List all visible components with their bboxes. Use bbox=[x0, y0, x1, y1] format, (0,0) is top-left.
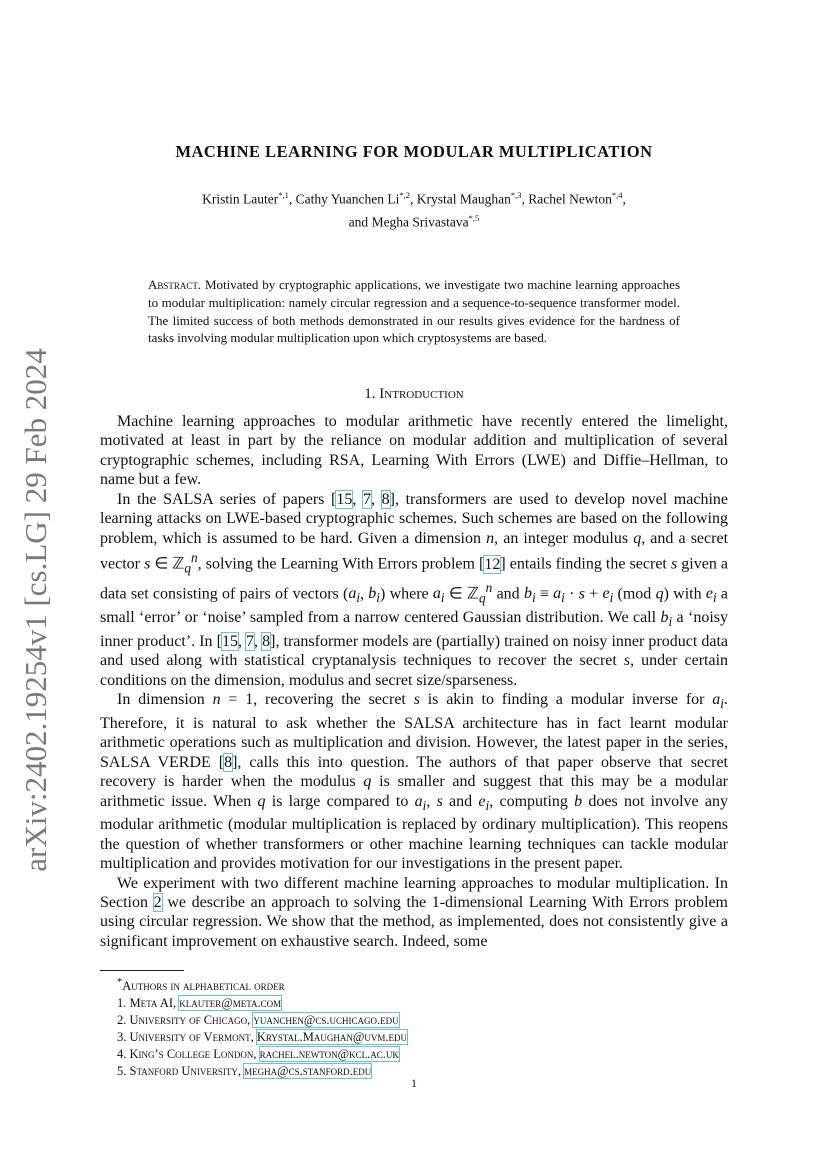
footnote-item bbox=[117, 1012, 728, 1029]
citation-link[interactable]: 15 bbox=[221, 632, 238, 650]
paragraph: Machine learning approaches to modular arithmetic have recently entered the limelight, motivated at least in part by the reliance on modular addition and multiplication of several cryptographic schemes, including RSA, Learning With Errors (LWE) and Diffie–Hellman, to name but a few. bbox=[100, 413, 728, 489]
footnote-number: 3. bbox=[117, 1030, 127, 1045]
author-name: Rachel Newton bbox=[528, 191, 612, 207]
email-link[interactable]: Krystal.Maughan@uvm.edu bbox=[256, 1030, 408, 1045]
author-mark: *,2 bbox=[399, 190, 410, 200]
author-name: Megha Srivastava bbox=[371, 214, 469, 229]
arxiv-id-text: arXiv:2402.19254v1 [cs.LG] 29 Feb 2024 bbox=[18, 348, 53, 872]
citation-link[interactable]: 15 bbox=[336, 490, 353, 508]
section-number: 1. bbox=[364, 386, 376, 402]
footnote-affiliation: University of Chicago, bbox=[129, 1013, 251, 1028]
email-link[interactable]: megha@cs.stanford.edu bbox=[244, 1064, 372, 1079]
section-link[interactable]: 2 bbox=[153, 894, 162, 912]
abstract-label: Abstract. bbox=[148, 277, 202, 292]
paragraph: In dimension n = 1, recovering the secret s is akin to finding a modular inverse for $a_i$. Therefore, it is natural to ask whether the SALSA architecture has in fact learnt modular arithmetic operations such as multiplication and division. However, the latest paper in the series, SALSA VERDE [8], calls this into question. The authors of that paper observe that secret recovery is harder when the modulus q is smaller and suggest that this may be a modular arithmetic issue. When q is large compared to $a_i$, s and $e_i$, computing b does not involve any modular arithmetic (modular multiplication is replaced by ordinary multiplication). This reopens the question of whether transformers or other machine learning techniques can tackle modular multiplication and provides motivation for our investigations in the present paper. bbox=[100, 691, 729, 873]
citation-link[interactable]: 8 bbox=[262, 632, 271, 650]
footnote-item bbox=[117, 1029, 728, 1046]
citation-link[interactable]: 12 bbox=[484, 555, 501, 573]
paragraph: In the SALSA series of papers [15, 7, 8], transformers are used to develop novel machine learning attacks on LWE-based cryptographic schemes. Such schemes are based on the following problem, which is assumed to be hard. Given a dimension n, an integer modulus q, and a secret vector s ∈ ℤ$_q^n$, solving the Learning With Errors problem [12] entails finding the secret s given a data set consisting of pairs of vectors ($a_i$, $b_i$) where $a_i$ ∈ ℤ$_q^n$ and $b_i \equiv a_i \cdot s + e_i$ (mod q) with $e_i$ a small ‘error’ or ‘noise’ sampled from a narrow centered Gaussian distribution. We call $b_i$ a ‘noisy inner product’. In [15, 7, 8], transformer models are (partially) trained on noisy inner product data and used along with statistical cryptanalysis techniques to recover the secret s, under certain conditions on the dimension, modulus and secret size/sparseness. bbox=[100, 490, 729, 689]
footnote-rule bbox=[100, 970, 184, 971]
citation-link[interactable]: 8 bbox=[224, 753, 233, 771]
section-title: Introduction bbox=[379, 386, 464, 402]
footnotes bbox=[117, 974, 728, 1080]
email-link[interactable]: rachel.newton@kcl.ac.uk bbox=[259, 1047, 399, 1062]
abstract bbox=[148, 276, 680, 347]
author-name: Kristin Lauter bbox=[202, 191, 279, 207]
email-link[interactable]: klauter@meta.com bbox=[179, 996, 282, 1011]
footnote-affiliation: Stanford University, bbox=[129, 1064, 242, 1079]
paragraph: We experiment with two different machine learning approaches to modular multiplication. In Section 2 we describe an approach to solving the 1-dimensional Learning With Errors problem using circular regression. We show that the method, as implemented, does not consistently give a significant improvement on exhaustive search. Indeed, some bbox=[100, 874, 728, 950]
footnote-star-text: Authors in alphabetical order bbox=[122, 979, 285, 994]
citation-link[interactable]: 8 bbox=[381, 490, 390, 508]
author-mark: *,3 bbox=[510, 190, 522, 200]
author-list: Kristin Lauter$^{*,1}$, Cathy Yuanchen $Li^{*,2}$, Krystal Maughan$^{*,3}$, Rachel Newton$^{*,4}$, and Megha Srivastava$^{*,5}$ bbox=[202, 190, 626, 229]
author-name: Krystal Maughan bbox=[416, 191, 511, 207]
footnote-number: 2. bbox=[117, 1013, 127, 1028]
arxiv-identifier bbox=[14, 350, 58, 870]
footnote-item bbox=[117, 995, 728, 1012]
page-number: 1 bbox=[411, 1076, 417, 1090]
footnote-affiliation: King’s College London, bbox=[129, 1047, 257, 1062]
paper-title: MACHINE LEARNING FOR MODULAR MULTIPLICATION bbox=[175, 142, 653, 161]
footnote-number: 1. bbox=[117, 996, 127, 1011]
author-mark: *,4 bbox=[611, 190, 623, 200]
body-text bbox=[100, 412, 728, 951]
section-heading bbox=[0, 386, 828, 403]
citation-link[interactable]: 7 bbox=[363, 490, 371, 508]
footnote-star: *Authors in alphabetical order bbox=[117, 977, 285, 994]
author-mark: *,1 bbox=[278, 190, 289, 200]
abstract-text: Motivated by cryptographic applications, we investigate two machine learning approaches to modular multiplication: namely circular regression and a sequence-to-sequence transformer model. The limited success of both methods demonstrated in our results gives evidence for the hardness of tasks involving modular multiplication upon which cryptosystems are based. bbox=[148, 277, 681, 346]
email-link[interactable]: yuanchen@cs.uchicago.edu bbox=[253, 1013, 399, 1028]
footnote-affiliation: University of Vermont, bbox=[129, 1030, 254, 1045]
author-name: Cathy Yuanchen Li bbox=[295, 191, 400, 207]
footnote-affiliation: Meta AI, bbox=[129, 996, 177, 1011]
citation-link[interactable]: 7 bbox=[246, 632, 255, 650]
author-mark: *,5 bbox=[468, 212, 480, 223]
footnote-item bbox=[117, 1046, 728, 1063]
footnote-number: 5. bbox=[117, 1064, 127, 1079]
footnote-number: 4. bbox=[117, 1047, 127, 1062]
